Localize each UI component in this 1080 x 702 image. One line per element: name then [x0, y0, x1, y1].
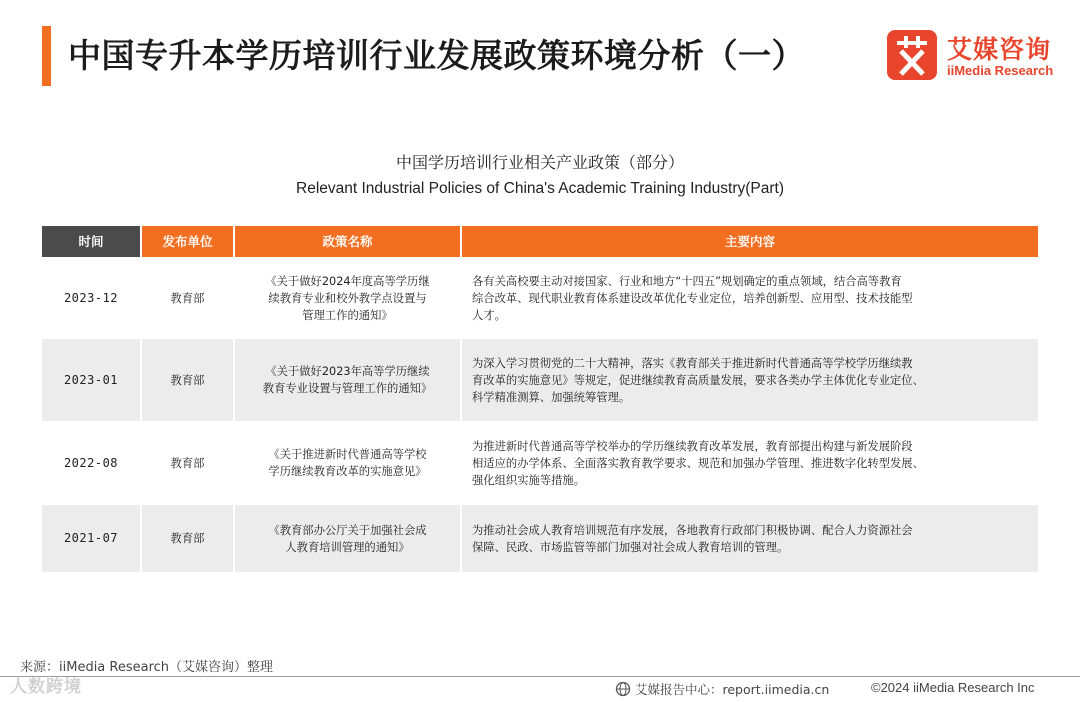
table-row — [42, 339, 1038, 421]
content-line: 各有关高校要主动对接国家、行业和地方“十四五”规划确定的重点领域，结合高等教育 — [472, 274, 902, 288]
policy-name-line: 《关于做好2023年高等学历继续 — [265, 365, 430, 378]
policy-name-line: 续教育专业和校外教学点设置与 — [268, 291, 427, 305]
policy-name-line: 管理工作的通知》 — [302, 308, 393, 322]
cell-date: 2021-07 — [42, 505, 140, 572]
policy-name-line: 《关于推进新时代普通高等学校 — [268, 448, 427, 461]
cell-date: 2023-12 — [63, 290, 119, 305]
title-accent-bar — [42, 26, 51, 86]
table-header-row — [42, 226, 1038, 257]
header-publisher: 发布单位 — [142, 226, 233, 257]
cell-publisher: 教育部 — [142, 505, 233, 572]
cell-publisher: 教育部 — [142, 339, 233, 421]
policy-name-line: 人教育培训管理的通知》 — [285, 540, 410, 554]
table-row — [42, 505, 1038, 572]
policy-name-line: 学历继续教育改革的实施意见》 — [268, 465, 427, 478]
policy-name-line: 《关于做好2024年度高等学历继 — [265, 274, 430, 288]
report-center-text: 艾媒报告中心：report.iimedia.cn — [635, 682, 830, 697]
cell-content — [462, 423, 1038, 503]
content-line: 科学精准测算、加强统筹管理。 — [472, 390, 631, 404]
footer-divider — [0, 676, 1080, 677]
content-line: 相适应的办学体系、全面落实教育教学要求、规范和加强办学管理、推进数字化转型发展、 — [472, 456, 924, 470]
report-center-link[interactable] — [615, 680, 829, 698]
policy-table — [42, 226, 1038, 554]
content-line: 育改革的实施意见》等规定，促进继续教育高质量发展，要求各类办学主体优化专业定位、 — [472, 373, 924, 387]
table-row — [42, 423, 1038, 503]
content-line: 为深入学习贯彻党的二十大精神，落实《教育部关于推进新时代普通高等学校学历继续教 — [472, 356, 913, 370]
source-note: 来源：iiMedia Research（艾媒咨询）整理 — [20, 660, 274, 675]
logo-name-en: iiMedia Research — [947, 63, 1054, 78]
policy-name-line: 教育专业设置与管理工作的通知》 — [262, 382, 433, 395]
content-line: 人才。 — [472, 308, 506, 322]
content-line: 为推动社会成人教育培训规范有序发展，各地教育行政部门积极协调、配合人力资源社会 — [472, 523, 913, 537]
table-title-cn: 中国学历培训行业相关产业政策（部分） — [395, 153, 684, 172]
cell-content — [462, 505, 1038, 572]
content-line: 保障、民政、市场监管等部门加强对社会成人教育培训的管理。 — [472, 540, 789, 554]
cell-content — [462, 259, 1038, 337]
logo-name-cn: 艾媒咨询 — [947, 35, 1052, 64]
logo-mark-icon — [887, 30, 937, 80]
header-content: 主要内容 — [462, 226, 1038, 257]
cell-policy-name — [235, 339, 460, 421]
cell-policy-name — [235, 423, 460, 503]
content-line: 强化组织实施等措施。 — [472, 473, 585, 487]
content-line: 综合改革、现代职业教育体系建设改革优化专业定位，培养创新型、应用型、技术技能型 — [472, 291, 913, 305]
table-title-en: Relevant Industrial Policies of China's Academic Training Industry(Part) — [296, 180, 784, 197]
copyright-text: ©2024 iiMedia Research Inc — [871, 680, 1035, 695]
cell-publisher: 教育部 — [170, 291, 205, 305]
content-line: 为推进新时代普通高等学校举办的学历继续教育改革发展，教育部提出构建与新发展阶段 — [472, 439, 913, 453]
cell-policy-name — [235, 259, 460, 337]
cell-publisher: 教育部 — [170, 456, 205, 470]
globe-icon — [615, 681, 631, 697]
header-policy-name: 政策名称 — [235, 226, 460, 257]
cell-content — [462, 339, 1038, 421]
watermark-text: 人数跨境 — [10, 677, 82, 697]
iimedia-logo[interactable] — [887, 30, 1067, 82]
policy-name-line: 《教育部办公厅关于加强社会成 — [268, 523, 427, 537]
cell-policy-name — [235, 505, 460, 572]
header-date: 时间 — [42, 226, 140, 257]
cell-date: 2023-01 — [42, 339, 140, 421]
table-row — [42, 259, 1038, 337]
cell-date: 2022-08 — [63, 455, 119, 470]
page-title: 中国专升本学历培训行业发展政策环境分析（一） — [68, 36, 805, 75]
